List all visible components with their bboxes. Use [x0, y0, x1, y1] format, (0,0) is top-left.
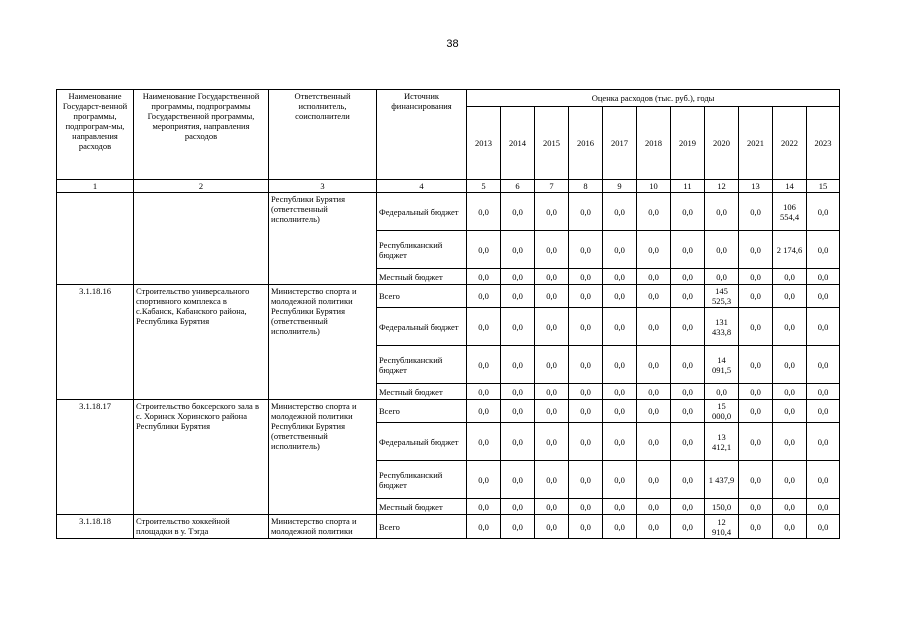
- measure-name: Строительство хоккейной площадки в у. Тэгда: [134, 515, 269, 539]
- expense-value: 0,0: [569, 423, 603, 461]
- expense-value: 0,0: [739, 461, 773, 499]
- measure-name: [134, 193, 269, 285]
- expense-value: 0,0: [501, 269, 535, 285]
- expense-value: 0,0: [603, 515, 637, 539]
- expense-value: 0,0: [705, 269, 739, 285]
- table-row: [57, 193, 840, 231]
- header-expense-estimate: Оценка расходов (тыс. руб.), годы: [467, 90, 840, 107]
- expense-value: 15 000,0: [705, 400, 739, 423]
- expense-value: 0,0: [603, 400, 637, 423]
- expense-value: 0,0: [637, 285, 671, 308]
- expense-value: 0,0: [637, 515, 671, 539]
- funding-source: Всего: [377, 400, 467, 423]
- expense-value: 0,0: [535, 346, 569, 384]
- expense-value: 0,0: [569, 499, 603, 515]
- expense-value: 0,0: [637, 400, 671, 423]
- expense-value: 1 437,9: [705, 461, 739, 499]
- column-number: 9: [603, 180, 637, 193]
- expense-value: 0,0: [501, 308, 535, 346]
- column-number: 3: [269, 180, 377, 193]
- expense-value: 14 091,5: [705, 346, 739, 384]
- column-number: 8: [569, 180, 603, 193]
- expense-value: 0,0: [705, 193, 739, 231]
- year-header: 2023: [807, 107, 840, 180]
- expense-value: 0,0: [535, 308, 569, 346]
- expense-value: 0,0: [501, 384, 535, 400]
- column-number: 10: [637, 180, 671, 193]
- column-number: 7: [535, 180, 569, 193]
- expense-value: 0,0: [807, 285, 840, 308]
- expense-value: 0,0: [467, 461, 501, 499]
- header-program: Наименование Государст-венной программы, подпрограм-мы, направления расходов: [57, 90, 134, 180]
- column-number: 13: [739, 180, 773, 193]
- expense-value: 0,0: [807, 193, 840, 231]
- expense-value: 0,0: [603, 269, 637, 285]
- expense-value: 0,0: [603, 193, 637, 231]
- expense-value: 0,0: [671, 400, 705, 423]
- expense-value: 0,0: [569, 384, 603, 400]
- expense-value: 0,0: [535, 193, 569, 231]
- expense-value: 0,0: [739, 269, 773, 285]
- expense-value: 0,0: [671, 231, 705, 269]
- expense-value: 0,0: [671, 269, 705, 285]
- measure-code: 3.1.18.16: [57, 285, 134, 400]
- expense-value: 0,0: [603, 231, 637, 269]
- expense-value: 0,0: [705, 231, 739, 269]
- expense-value: 0,0: [637, 423, 671, 461]
- expense-value: 0,0: [535, 400, 569, 423]
- expense-value: 0,0: [773, 346, 807, 384]
- expense-value: 0,0: [739, 308, 773, 346]
- expense-value: 0,0: [501, 400, 535, 423]
- measure-code: 3.1.18.17: [57, 400, 134, 515]
- expense-value: 0,0: [807, 269, 840, 285]
- expense-value: 0,0: [535, 461, 569, 499]
- funding-source: Местный бюджет: [377, 499, 467, 515]
- header-funding-source: Источник финансирования: [377, 90, 467, 180]
- expense-value: 0,0: [773, 423, 807, 461]
- expense-value: 0,0: [501, 285, 535, 308]
- expense-value: 0,0: [501, 231, 535, 269]
- expense-value: 0,0: [569, 515, 603, 539]
- expense-value: 0,0: [739, 346, 773, 384]
- column-number: 4: [377, 180, 467, 193]
- expense-value: 145 525,3: [705, 285, 739, 308]
- expense-value: 0,0: [807, 515, 840, 539]
- table-row: [57, 400, 840, 423]
- expense-value: 0,0: [671, 515, 705, 539]
- expense-value: 0,0: [671, 285, 705, 308]
- page-number: 38: [446, 38, 459, 50]
- expense-value: 0,0: [501, 515, 535, 539]
- expense-value: 0,0: [671, 308, 705, 346]
- column-number: 1: [57, 180, 134, 193]
- funding-source: Республиканский бюджет: [377, 231, 467, 269]
- funding-source: Местный бюджет: [377, 384, 467, 400]
- expense-value: 0,0: [773, 285, 807, 308]
- expense-value: 0,0: [637, 499, 671, 515]
- expense-value: 0,0: [671, 384, 705, 400]
- funding-source: Всего: [377, 515, 467, 539]
- expense-value: 2 174,6: [773, 231, 807, 269]
- column-number: 11: [671, 180, 705, 193]
- expense-value: 0,0: [739, 285, 773, 308]
- funding-source: Местный бюджет: [377, 269, 467, 285]
- expense-value: 0,0: [501, 423, 535, 461]
- budget-table: [56, 89, 840, 539]
- expense-value: 0,0: [467, 400, 501, 423]
- expense-value: 0,0: [807, 308, 840, 346]
- expense-value: 0,0: [773, 308, 807, 346]
- expense-value: 0,0: [467, 423, 501, 461]
- expense-value: 0,0: [739, 499, 773, 515]
- expense-value: 0,0: [637, 269, 671, 285]
- expense-value: 0,0: [501, 461, 535, 499]
- year-header: 2017: [603, 107, 637, 180]
- expense-value: 0,0: [807, 461, 840, 499]
- header-measure: Наименование Государственной программы, подпрограммы Государственной программы, мероприятия, направления расходов: [134, 90, 269, 180]
- expense-value: 0,0: [807, 231, 840, 269]
- year-header: 2018: [637, 107, 671, 180]
- expense-value: 0,0: [637, 346, 671, 384]
- expense-value: 0,0: [603, 384, 637, 400]
- table-row: [57, 515, 840, 539]
- expense-value: 0,0: [637, 461, 671, 499]
- expense-value: 0,0: [603, 423, 637, 461]
- expense-value: 0,0: [637, 193, 671, 231]
- expense-value: 0,0: [535, 423, 569, 461]
- expense-value: 0,0: [569, 231, 603, 269]
- expense-value: 0,0: [535, 285, 569, 308]
- responsible-executor: Министерство спорта и молодежной политики: [269, 515, 377, 539]
- year-header: 2015: [535, 107, 569, 180]
- expense-value: 0,0: [569, 308, 603, 346]
- expense-value: 12 910,4: [705, 515, 739, 539]
- expense-value: 0,0: [807, 499, 840, 515]
- expense-value: 0,0: [603, 461, 637, 499]
- column-number: 5: [467, 180, 501, 193]
- funding-source: Всего: [377, 285, 467, 308]
- expense-value: 0,0: [773, 461, 807, 499]
- funding-source: Федеральный бюджет: [377, 308, 467, 346]
- measure-code: [57, 193, 134, 285]
- expense-value: 0,0: [671, 461, 705, 499]
- expense-value: 0,0: [807, 423, 840, 461]
- expense-value: 0,0: [467, 515, 501, 539]
- expense-value: 0,0: [467, 231, 501, 269]
- expense-value: 0,0: [637, 384, 671, 400]
- expense-value: 0,0: [773, 384, 807, 400]
- expense-value: 0,0: [637, 308, 671, 346]
- expense-value: 0,0: [739, 400, 773, 423]
- expense-value: 0,0: [467, 193, 501, 231]
- expense-value: 0,0: [773, 269, 807, 285]
- expense-value: 0,0: [637, 231, 671, 269]
- expense-value: 0,0: [569, 346, 603, 384]
- expense-value: 106 554,4: [773, 193, 807, 231]
- column-number: 14: [773, 180, 807, 193]
- expense-value: 0,0: [467, 269, 501, 285]
- year-header: 2019: [671, 107, 705, 180]
- responsible-executor: Республики Бурятия (ответственный исполнитель): [269, 193, 377, 285]
- column-number: 2: [134, 180, 269, 193]
- year-header: 2016: [569, 107, 603, 180]
- year-header: 2022: [773, 107, 807, 180]
- column-number: 6: [501, 180, 535, 193]
- expense-value: 0,0: [603, 308, 637, 346]
- responsible-executor: Министерство спорта и молодежной политики Республики Бурятия (ответственный исполнитель): [269, 400, 377, 515]
- column-number: 12: [705, 180, 739, 193]
- table-row: [57, 285, 840, 308]
- expense-value: 0,0: [467, 499, 501, 515]
- header-executor: Ответственный исполнитель, соисполнители: [269, 90, 377, 180]
- funding-source: Республиканский бюджет: [377, 346, 467, 384]
- measure-name: Строительство универсального спортивного комплекса в с.Кабанск, Кабанского района, Республика Бурятия: [134, 285, 269, 400]
- expense-value: 0,0: [569, 461, 603, 499]
- expense-value: 0,0: [535, 515, 569, 539]
- expense-value: 0,0: [467, 285, 501, 308]
- funding-source: Республиканский бюджет: [377, 461, 467, 499]
- funding-source: Федеральный бюджет: [377, 423, 467, 461]
- year-header: 2020: [705, 107, 739, 180]
- expense-value: 150,0: [705, 499, 739, 515]
- funding-source: Федеральный бюджет: [377, 193, 467, 231]
- expense-value: 0,0: [671, 499, 705, 515]
- expense-value: 0,0: [739, 193, 773, 231]
- expense-value: 0,0: [773, 515, 807, 539]
- expense-value: 0,0: [501, 346, 535, 384]
- expense-value: 0,0: [467, 308, 501, 346]
- expense-value: 0,0: [705, 384, 739, 400]
- expense-value: 131 433,8: [705, 308, 739, 346]
- expense-value: 0,0: [739, 515, 773, 539]
- expense-value: 0,0: [569, 269, 603, 285]
- measure-code: 3.1.18.18: [57, 515, 134, 539]
- expense-value: 0,0: [501, 499, 535, 515]
- measure-name: Строительство боксерского зала в с. Хоринск Хоринского района Республики Бурятия: [134, 400, 269, 515]
- expense-value: 0,0: [467, 346, 501, 384]
- expense-value: 0,0: [569, 193, 603, 231]
- expense-value: 0,0: [467, 384, 501, 400]
- expense-value: 0,0: [773, 499, 807, 515]
- expense-value: 0,0: [739, 423, 773, 461]
- expense-value: 0,0: [807, 384, 840, 400]
- responsible-executor: Министерство спорта и молодежной политики Республики Бурятия (ответственный исполнитель): [269, 285, 377, 400]
- year-header: 2013: [467, 107, 501, 180]
- expense-value: 0,0: [569, 285, 603, 308]
- expense-value: 0,0: [535, 499, 569, 515]
- expense-value: 0,0: [603, 499, 637, 515]
- expense-value: 0,0: [535, 269, 569, 285]
- expense-value: 0,0: [773, 400, 807, 423]
- year-header: 2021: [739, 107, 773, 180]
- expense-value: 0,0: [535, 231, 569, 269]
- expense-value: 0,0: [807, 400, 840, 423]
- expense-value: 0,0: [739, 231, 773, 269]
- expense-value: 13 412,1: [705, 423, 739, 461]
- expense-value: 0,0: [671, 423, 705, 461]
- expense-value: 0,0: [807, 346, 840, 384]
- expense-value: 0,0: [739, 384, 773, 400]
- expense-value: 0,0: [569, 400, 603, 423]
- expense-value: 0,0: [671, 346, 705, 384]
- expense-value: 0,0: [535, 384, 569, 400]
- column-number: 15: [807, 180, 840, 193]
- expense-value: 0,0: [603, 346, 637, 384]
- expense-value: 0,0: [671, 193, 705, 231]
- expense-value: 0,0: [603, 285, 637, 308]
- expense-value: 0,0: [501, 193, 535, 231]
- year-header: 2014: [501, 107, 535, 180]
